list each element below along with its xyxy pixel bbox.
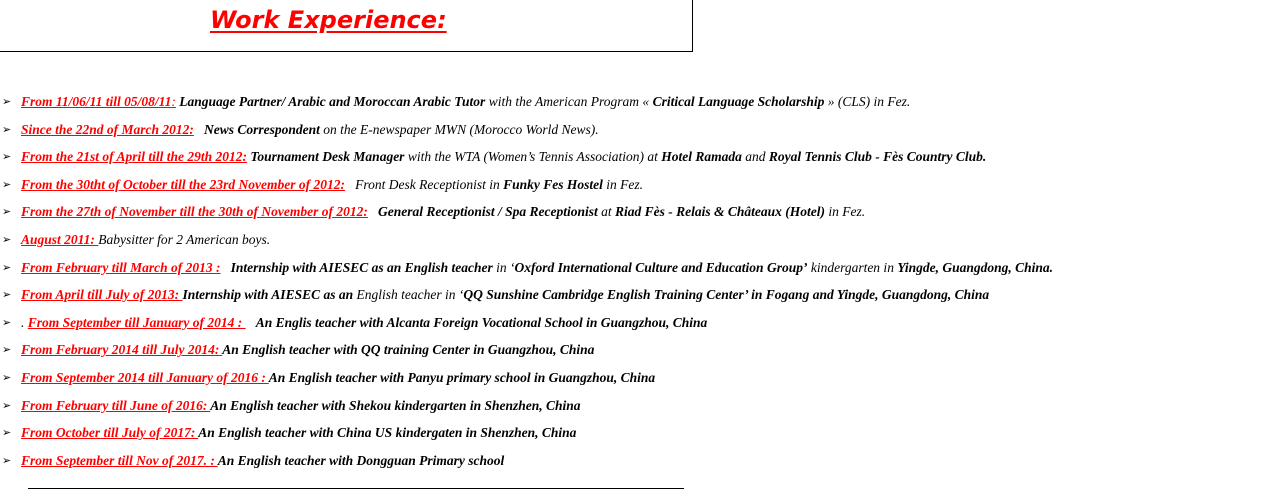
bottom-divider: [28, 488, 684, 489]
list-item: [0, 309, 1280, 337]
item-org: QQ Sunshine Cambridge English Training Center’ in Fogang and Yingde, Guangdong, China: [463, 287, 990, 303]
list-item: [0, 336, 1280, 364]
item-org: Oxford International Culture and Education Group’: [514, 259, 808, 275]
item-text: English teacher in ‘: [356, 287, 464, 303]
item-role: News Correspondent: [204, 121, 320, 137]
item-date: Since the 22nd of March 2012:: [21, 121, 194, 137]
item-date: From October till July of 2017:: [21, 425, 199, 441]
item-role: An English teacher with Panyu primary school in Guangzhou, China: [268, 369, 656, 385]
item-text: on the E-newspaper MWN (Morocco World News).: [319, 121, 599, 137]
list-item: [0, 143, 1280, 171]
item-date: From February 2014 till July 2014:: [21, 342, 223, 358]
item-org: Critical Language Scholarship: [652, 94, 825, 109]
item-date: From 11/06/11 till 05/08/11: [21, 94, 172, 109]
item-org: Funky Fes Hostel: [503, 176, 603, 192]
list-item: [0, 254, 1280, 282]
item-role: Babysitter for 2 American boys.: [98, 231, 271, 247]
arrow-bullet-icon: ➢: [2, 150, 12, 164]
item-date: From February till March of 2013 :: [21, 259, 221, 275]
list-item: [0, 392, 1280, 420]
item-role: An English teacher with Dongguan Primary school: [217, 452, 505, 468]
list-item: [0, 88, 1280, 116]
item-date: From February till June of 2016:: [21, 397, 211, 413]
item-role: An English teacher with Shekou kindergarten in Shenzhen, China: [210, 397, 581, 413]
arrow-bullet-icon: ➢: [2, 288, 12, 302]
item-role: An English teacher with QQ training Center in Guangzhou, China: [222, 342, 595, 358]
arrow-bullet-icon: ➢: [2, 122, 12, 136]
list-item: [0, 447, 1280, 475]
item-role: Tournament Desk Manager: [250, 149, 405, 165]
item-date: From the 27th of November till the 30th of November of 2012:: [21, 204, 368, 220]
item-date: From April till July of 2013:: [21, 287, 183, 303]
item-date: August 2011:: [21, 231, 99, 247]
item-text: » (CLS) in Fez.: [824, 94, 911, 109]
item-text: with the American Program «: [485, 94, 653, 109]
item-date: From the 30tht of October till the 23rd November of 2012:: [21, 176, 345, 192]
item-date: From September till Nov of 2017. :: [21, 452, 218, 468]
item-role: Front Desk Receptionist in: [355, 176, 504, 192]
arrow-bullet-icon: ➢: [2, 370, 12, 384]
experience-list: [0, 88, 1280, 474]
item-role: General Receptionist / Spa Receptionist: [377, 204, 598, 220]
list-item: [0, 116, 1280, 144]
item-org: Riad Fès - Relais & Châteaux (Hotel): [615, 204, 826, 220]
list-item: [0, 364, 1280, 392]
arrow-bullet-icon: ➢: [2, 398, 12, 412]
arrow-bullet-icon: ➢: [2, 453, 12, 467]
item-text: at: [597, 204, 615, 220]
item-role: An Englis teacher with Alcanta Foreign Vocational School in Guangzhou, China: [255, 314, 708, 330]
arrow-bullet-icon: ➢: [2, 95, 12, 108]
item-text: in Fez.: [602, 176, 643, 192]
item-role: Language Partner/ Arabic and Moroccan Arabic Tutor: [179, 94, 486, 109]
arrow-bullet-icon: ➢: [2, 205, 12, 219]
list-item: [0, 281, 1280, 309]
item-org: Royal Tennis Club - Fès Country Club.: [768, 149, 987, 165]
item-role: Internship with AIESEC as an English teacher: [230, 259, 493, 275]
item-text: with the WTA (Women’s Tennis Association) at: [404, 149, 662, 165]
item-date: From September 2014 till January of 2016 :: [21, 369, 269, 385]
arrow-bullet-icon: ➢: [2, 315, 12, 329]
arrow-bullet-icon: ➢: [2, 232, 12, 246]
arrow-bullet-icon: ➢: [2, 426, 12, 440]
list-item: [0, 226, 1280, 254]
list-item: [0, 198, 1280, 226]
arrow-bullet-icon: ➢: [2, 343, 12, 357]
item-org: Hotel Ramada: [661, 149, 742, 165]
item-text: in Fez.: [825, 204, 866, 220]
item-text: in ‘: [492, 259, 515, 275]
item-role: Internship with AIESEC as an: [182, 287, 357, 303]
item-date: From the 21st of April till the 29th 2012:: [21, 149, 248, 165]
item-prefix: .: [21, 314, 28, 330]
item-location: Yingde, Guangdong, China.: [897, 259, 1053, 275]
list-item: [0, 171, 1280, 199]
item-role: An English teacher with China US kindergaten in Shenzhen, China: [198, 425, 577, 441]
list-item: [0, 419, 1280, 447]
item-separator: :: [171, 94, 176, 109]
item-text: and: [741, 149, 769, 165]
arrow-bullet-icon: ➢: [2, 177, 12, 191]
section-title: Work Experience:: [210, 6, 447, 34]
arrow-bullet-icon: ➢: [2, 260, 12, 274]
item-date: From September till January of 2014 :: [27, 314, 246, 330]
item-text: kindergarten in: [807, 259, 898, 275]
